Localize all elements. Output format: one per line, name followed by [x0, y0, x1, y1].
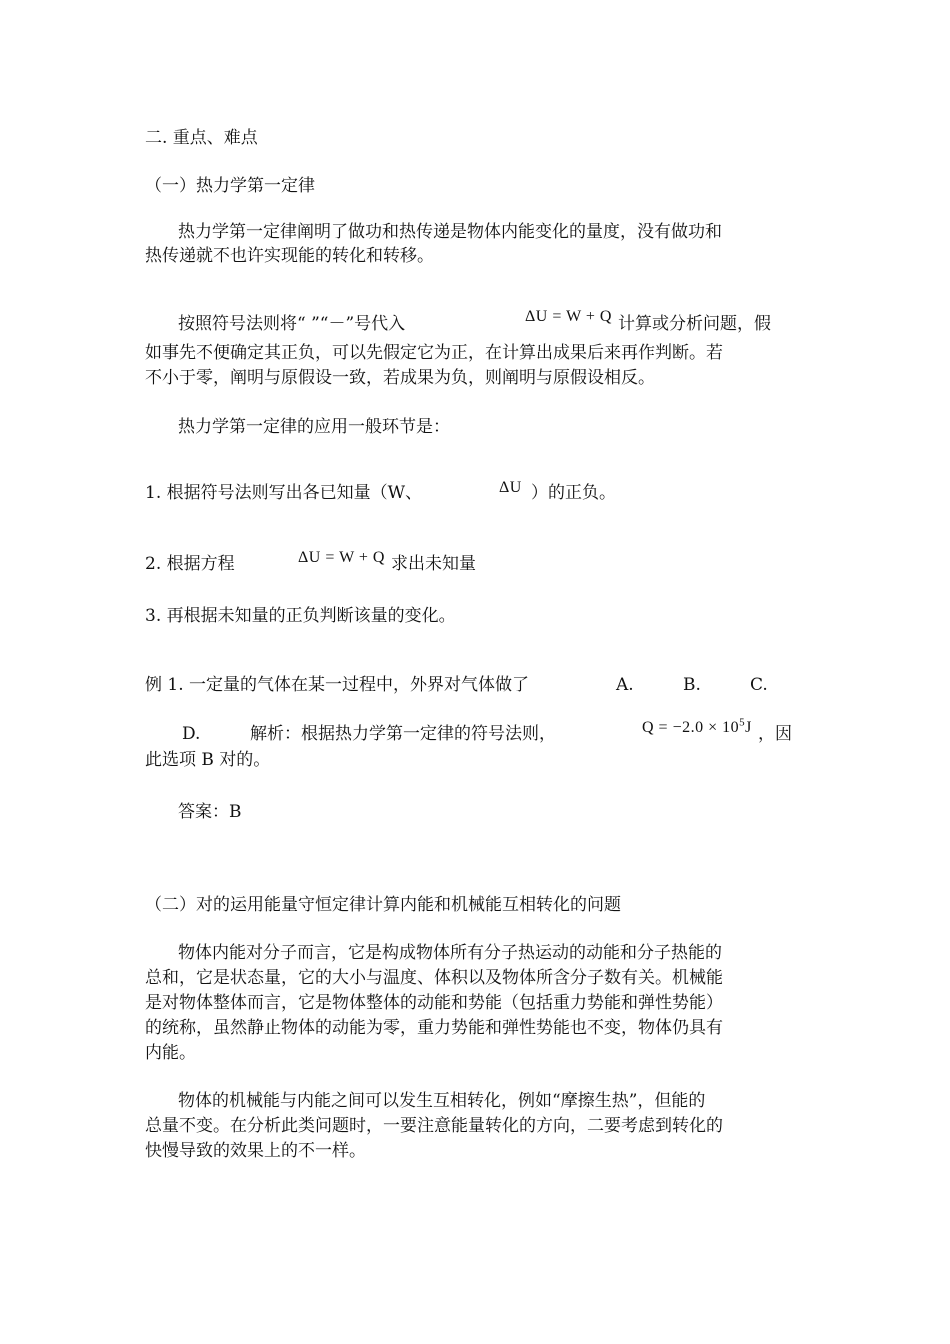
- part2-heading: （二）对的运用能量守恒定律计算内能和机械能互相转化的问题: [145, 895, 621, 915]
- option-c: C.: [750, 675, 768, 695]
- paragraph-line: 内能。: [145, 1043, 196, 1063]
- paragraph-line: 是对物体整体而言，它是物体整体的动能和势能（包括重力势能和弹性势能）: [145, 993, 723, 1013]
- answer-text: 答案：B: [178, 802, 242, 822]
- steps-intro: 热力学第一定律的应用一般环节是：: [178, 417, 450, 437]
- analysis-conclusion: 此选项 B 对的。: [145, 750, 271, 770]
- option-b: B.: [683, 675, 701, 695]
- paragraph-line: 按照符号法则将“ ”“－”号代入: [178, 314, 406, 334]
- step-2-text-end: 求出未知量: [391, 554, 476, 574]
- paragraph-line: 热力学第一定律阐明了做功和热传递是物体内能变化的量度，没有做功和: [178, 222, 722, 242]
- paragraph-line: 总量不变。在分析此类问题时，一要注意能量转化的方向，二要考虑到转化的: [145, 1116, 723, 1136]
- analysis-text-end: ，因: [758, 724, 792, 744]
- delta-u-symbol: ΔU: [499, 479, 522, 496]
- part1-heading: （一）热力学第一定律: [145, 176, 315, 196]
- analysis-text: 解析：根据热力学第一定律的符号法则，: [250, 724, 556, 744]
- formula-delta-u: ΔU = W + Q: [298, 549, 385, 566]
- section-heading: 二. 重点、难点: [145, 128, 258, 148]
- paragraph-line: 热传递就不也许实现能的转化和转移。: [145, 246, 434, 266]
- example-question: 例 1. 一定量的气体在某一过程中，外界对气体做了: [145, 675, 530, 695]
- paragraph-line: 物体的机械能与内能之间可以发生互相转化，例如“摩擦生热”，但能的: [178, 1091, 706, 1111]
- step-3-text: 3. 再根据未知量的正负判断该量的变化。: [145, 606, 456, 626]
- option-a: A.: [616, 675, 634, 695]
- paragraph-line: 的统称，虽然静止物体的动能为零，重力势能和弹性势能也不变，物体仍具有: [145, 1018, 723, 1038]
- paragraph-line: 计算或分析问题，假: [618, 314, 771, 334]
- formula-q-value: $Q = -2.0 \times 10^5J$: [642, 716, 752, 736]
- option-d: D.: [182, 724, 201, 744]
- formula-delta-u: ΔU = W + Q: [525, 308, 612, 325]
- step-1-text-end: ）的正负。: [531, 483, 616, 503]
- paragraph-line: 快慢导致的效果上的不一样。: [145, 1141, 366, 1161]
- step-2-text: 2. 根据方程: [145, 554, 235, 574]
- paragraph-line: 如事先不便确定其正负，可以先假定它为正，在计算出成果后来再作判断。若: [145, 343, 723, 363]
- step-1-text: 1. 根据符号法则写出各已知量（W、: [145, 483, 423, 503]
- paragraph-line: 物体内能对分子而言，它是构成物体所有分子热运动的动能和分子热能的: [178, 943, 722, 963]
- paragraph-line: 不小于零，阐明与原假设一致，若成果为负，则阐明与原假设相反。: [145, 368, 655, 388]
- paragraph-line: 总和，它是状态量，它的大小与温度、体积以及物体所含分子数有关。机械能: [145, 968, 723, 988]
